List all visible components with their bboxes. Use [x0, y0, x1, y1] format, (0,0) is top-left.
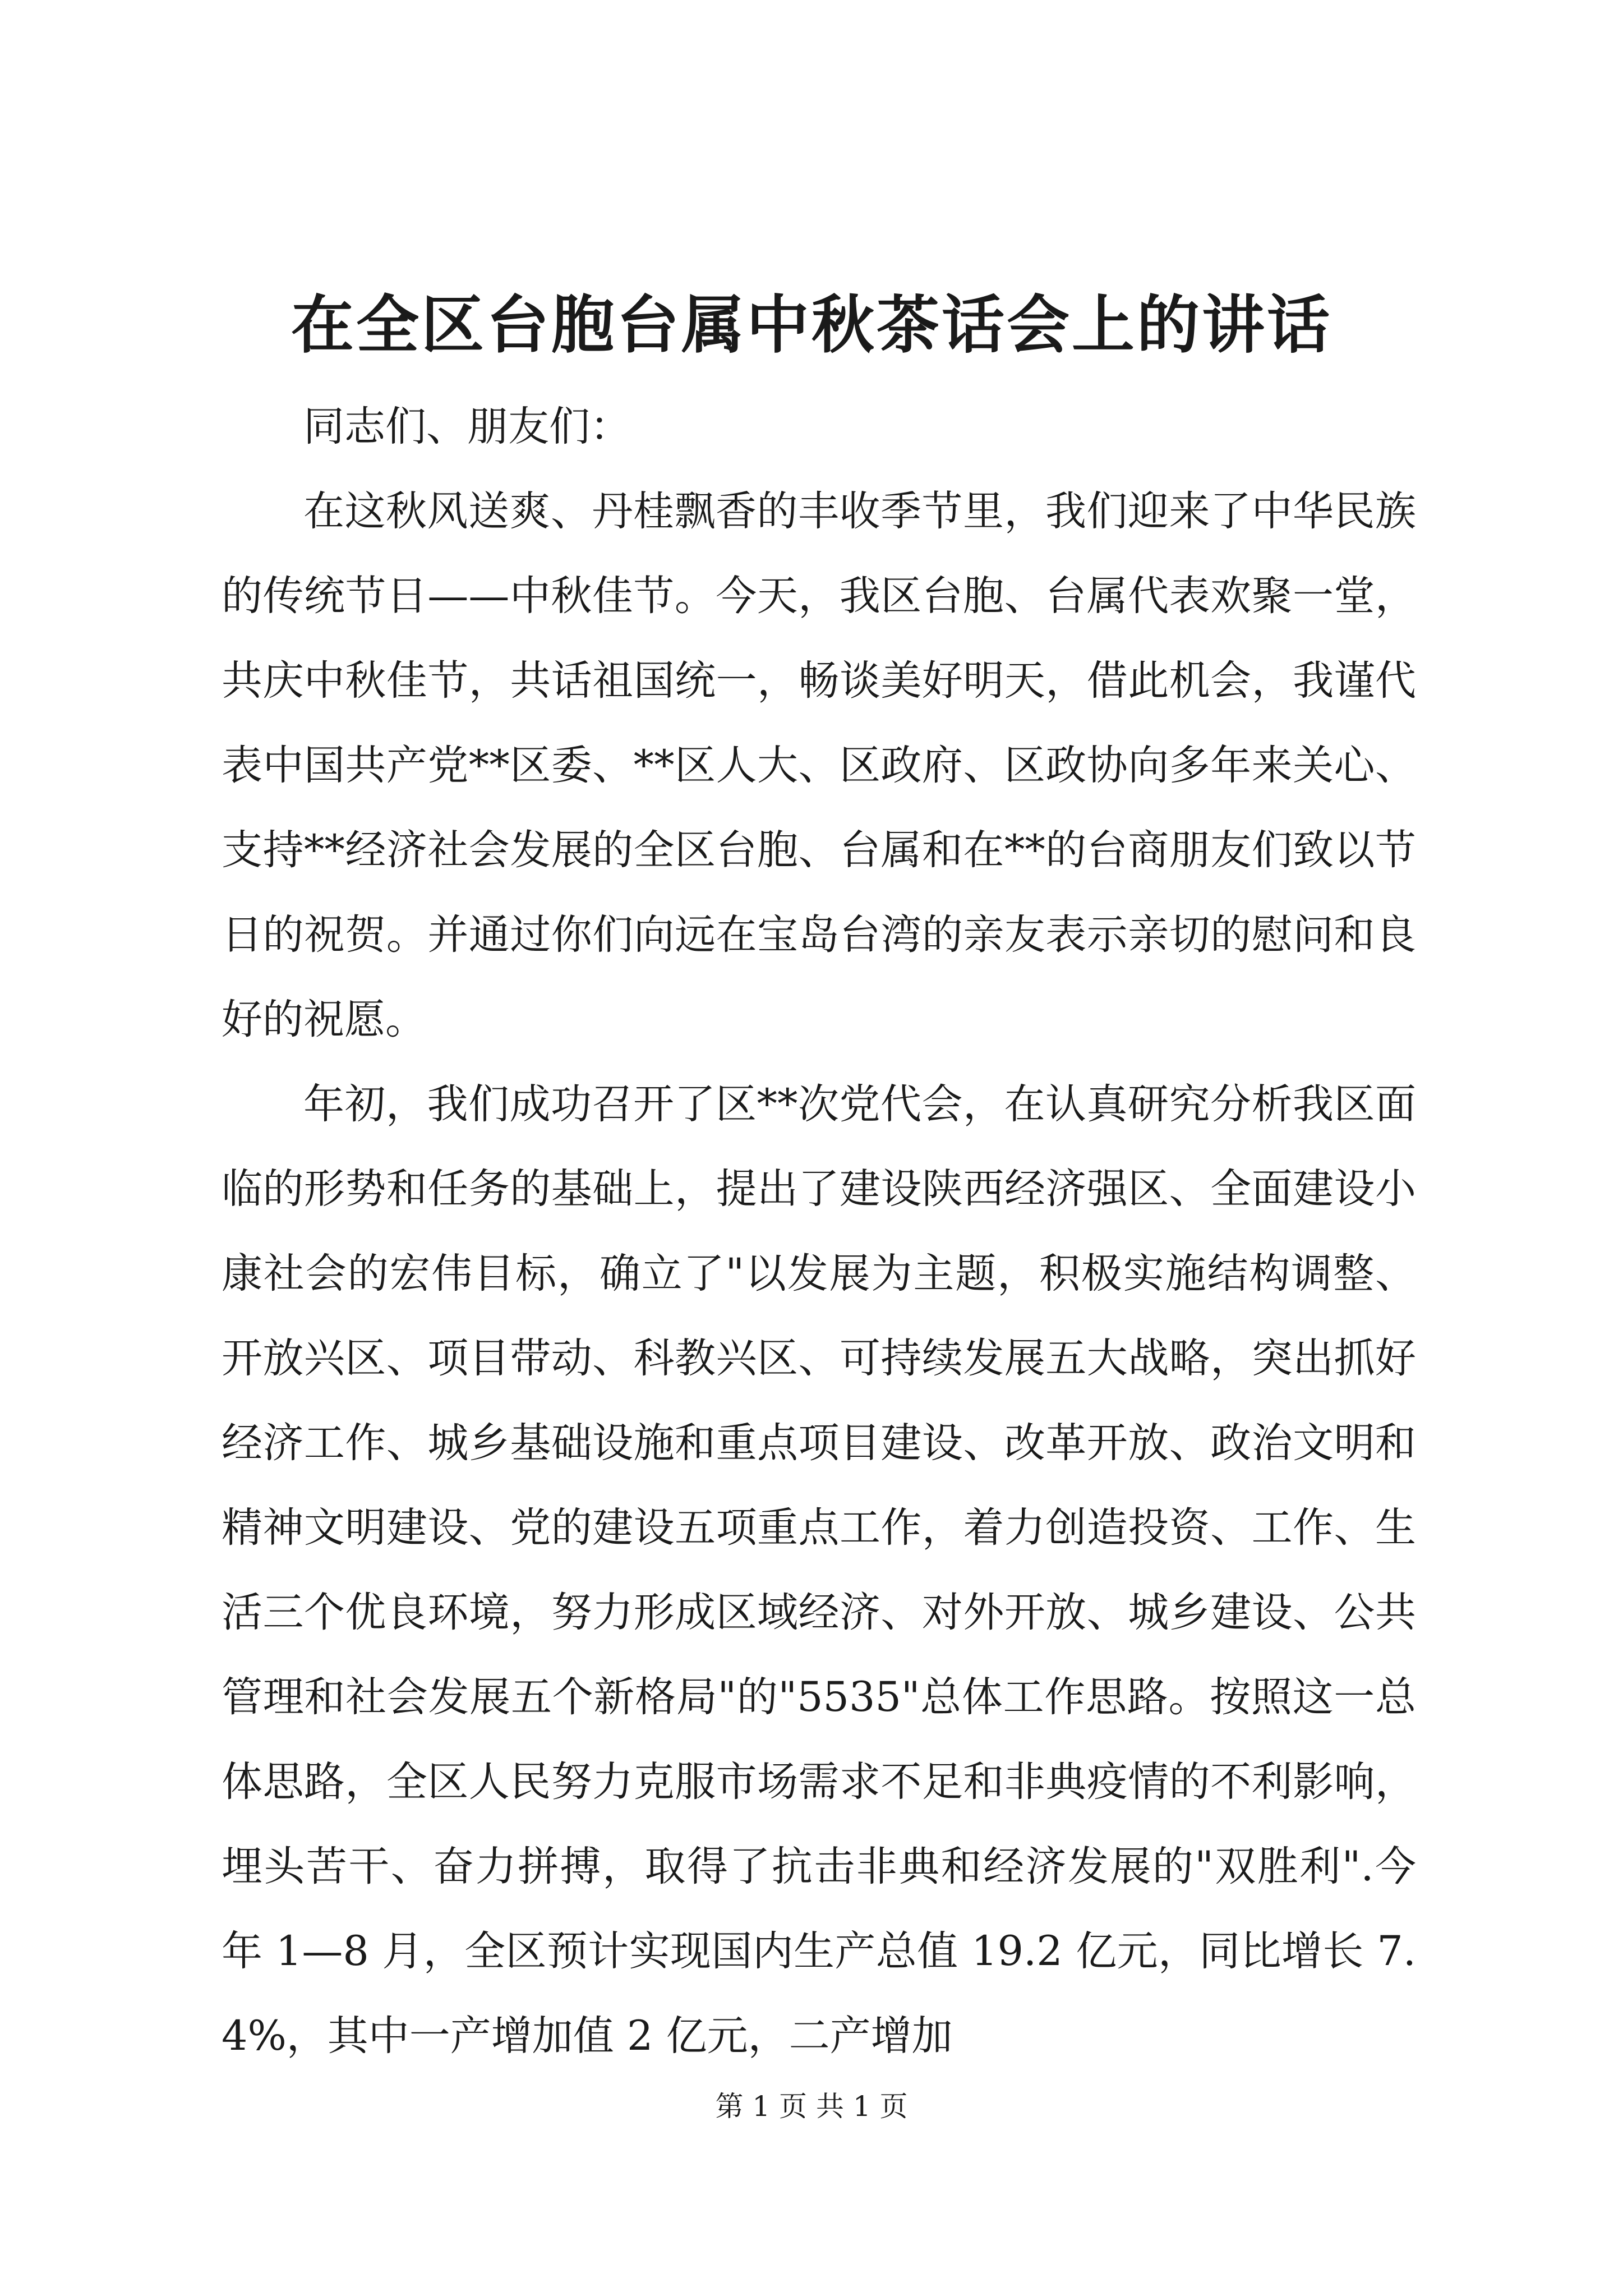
page-footer: 第 1 页 共 1 页: [715, 2090, 908, 2123]
body-paragraph-1: 在这秋风送爽、丹桂飘香的丰收季节里，我们迎来了中华民族的传统节日——中秋佳节。今天，我区台胞、台属代表欢聚一堂，共庆中秋佳节，共话祖国统一，畅谈美好明天，借此机会，我谨代表中国共产党**区委、**区人大、区政府、区政协向多年来关心、支持**经济社会发展的全区台胞、台属和在**的台商朋友们致以节日的祝贺。并通过你们向远在宝岛台湾的亲友表示亲切的慰问和良好的祝愿。: [222, 487, 1416, 1043]
salutation-paragraph: 同志们、朋友们：: [303, 403, 631, 450]
document-body: [222, 384, 1416, 2078]
document-title: 在全区台胞台属中秋茶话会上的讲话: [291, 288, 1332, 362]
body-paragraph-2: 年初，我们成功召开了区**次党代会，在认真研究分析我区面临的形势和任务的基础上，提出了建设陕西经济强区、全面建设小康社会的宏伟目标，确立了"以发展为主题，积极实施结构调整、开放兴区、项目带动、科教兴区、可持续发展五大战略，突出抓好经济工作、城乡基础设施和重点项目建设、改革开放、政治文明和精神文明建设、党的建设五项重点工作，着力创造投资、工作、生活三个优良环境，努力形成区域经济、对外开放、城乡建设、公共管理和社会发展五个新格局"的"5535"总体工作思路。按照这一总体思路，全区人民努力克服市场需求不足和非典疫情的不利影响，埋头苦干、奋力拼搏，取得了抗击非典和经济发展的"双胜利".今年 1—8 月，全区预计实现国内生产总值 19.2 亿元，同比增长 7.4%，其中一产增加值 2 亿元，二产增加: [222, 1080, 1416, 2060]
